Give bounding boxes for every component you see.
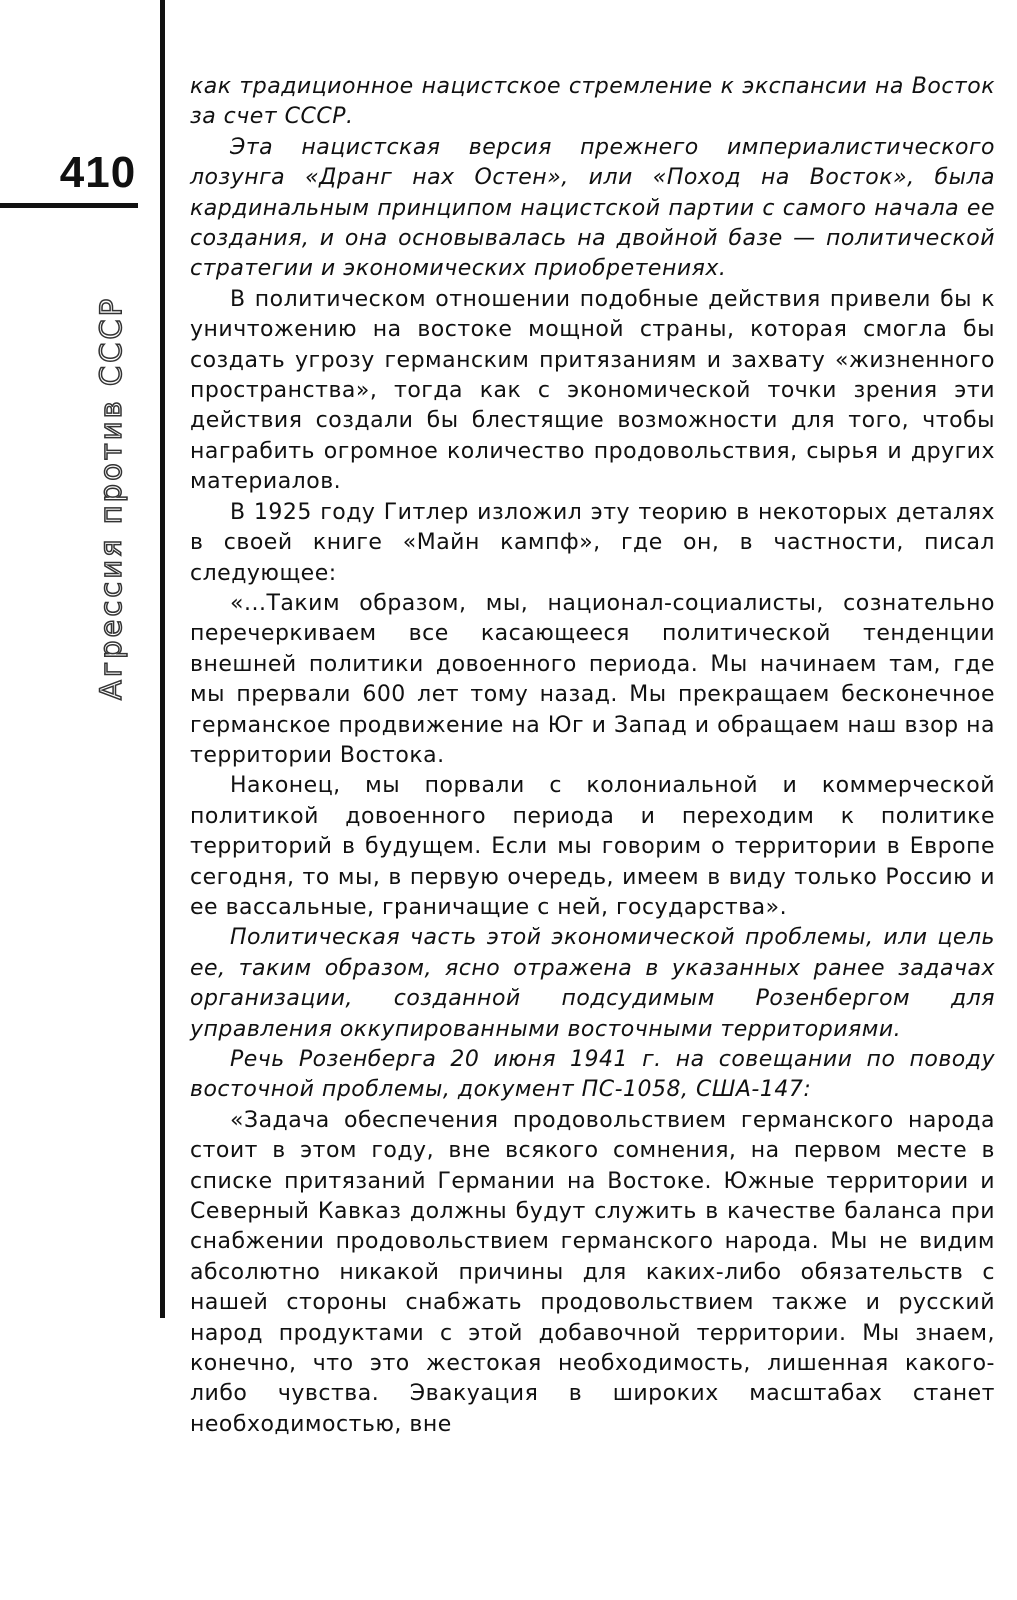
paragraph: В 1925 году Гитлер изложил эту теорию в некоторых деталях в своей книге «Майн кампф», где он, в частности, писал следующее: (190, 499, 995, 586)
paragraph: как традиционное нацистское стремление к экспансии на Восток за счет СССР. (190, 74, 995, 130)
paragraph: Эта нацистская версия прежнего империалистического лозунга «Дранг нах Остен», или «Поход на Восток», была кардинальным принципом нацистской партии с самого начала ее создания, и она основывалась на двойной базе — политической стратегии и экономических приобретениях. (190, 134, 995, 282)
quote-paragraph: «Задача обеспечения продовольствием германского народа стоит в этом году, вне всякого сомнения, на первом месте в списке притязаний Германии на Востоке. Южные территории и Северный Кавказ должны будут служить в качестве баланса при снабжении продовольствием германского народа. Мы не видим абсолютно никакой причины для каких-либо обязательств с нашей стороны снабжать продовольствием также и русский народ продуктами с этой добавочной территории. Мы знаем, конечно, что это жестокая необходимость, лишенная какого-либо чувства. Эвакуация в широких масштабах станет необходимостью, вне (190, 1107, 995, 1437)
document-reference: Речь Розенберга 20 июня 1941 г. на совещании по поводу восточной проблемы, документ ПС-1058, США-147: (190, 1047, 995, 1103)
page-number: 410 (59, 148, 137, 197)
quote-paragraph: Наконец, мы порвали с колониальной и коммерческой политикой довоенного периода и переходим к политике территорий в будущем. Если мы говорим о территории в Европе сегодня, то мы, в первую очередь, имеем в виду только Россию и ее вассальные, граничащие с ней, государства». (190, 773, 995, 920)
vertical-rule (160, 0, 165, 1318)
paragraph: Политическая часть этой экономической проблемы, или цель ее, таким образом, ясно отражена в указанных ранее задачах организации, созданной подсудимым Розенбергом для управления оккупированными восточными территориями. (190, 925, 995, 1042)
body-text (190, 72, 995, 1440)
quote-paragraph: «...Таким образом, мы, национал-социалисты, сознательно перечеркиваем все касающееся политической тенденции внешней политики довоенного периода. Мы начинаем там, где мы прервали 600 лет тому назад. Мы прекращаем бесконечное германское продвижение на Юг и Запад и обращаем наш взор на территории Востока. (190, 590, 995, 768)
paragraph: В политическом отношении подобные действия привели бы к уничтожению на востоке мощной страны, которая смогла бы создать угрозу германским притязаниям и захвату «жизненного пространства», тогда как с экономической точки зрения эти действия создали бы блестящие возможности для того, чтобы награбить огромное количество продовольствия, сырья и других материалов. (190, 286, 995, 495)
running-head-vertical: Агрессия против СССР (94, 295, 128, 700)
page-number-rule (0, 203, 138, 208)
